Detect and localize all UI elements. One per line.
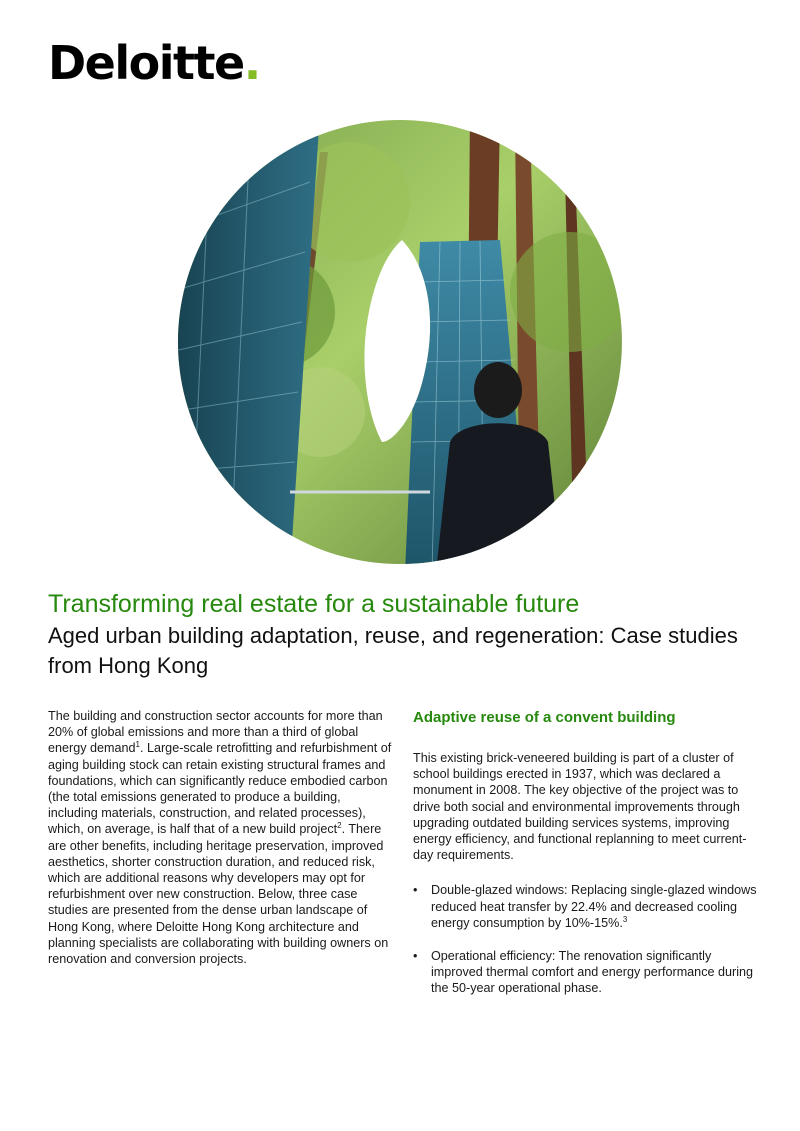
logo-green-dot: . xyxy=(243,36,260,90)
page-subtitle: Aged urban building adaptation, reuse, and regeneration: Case studies from Hong Kong xyxy=(48,623,738,678)
bullet-item xyxy=(413,948,758,997)
footnote-ref-3: 3 xyxy=(622,914,628,924)
intro-text-part-3: . There are other benefits, including heritage preservation, improved aesthetics, shorter construction duration, and reduced risk, which are additional reasons why developers may opt for refurbishment over new construction. Below, three case studies are presented from the dense urban landscape of Hong Kong, where Deloitte Hong Kong architecture and planning specialists are collaborating with building owners on renovation and conversion projects. xyxy=(48,822,389,967)
case-study-bullet-list xyxy=(413,882,758,996)
intro-text-part-1: The building and construction sector accounts for more than 20% of global emissions and more than a third of global energy demand xyxy=(48,709,383,756)
intro-column xyxy=(48,708,393,967)
bullet-text: Operational efficiency: The renovation significantly improved thermal comfort and energy performance during the 50-year operational phase. xyxy=(431,949,753,996)
case-study-column xyxy=(413,708,758,1014)
footnote-ref-2: 2 xyxy=(337,821,342,831)
intro-text-part-2: . Large-scale retrofitting and refurbishment of aging building stock can retain existing structural frames and foundations, which can significantly reduce embodied carbon (the total emissions generated to produce a building, including materials, construction, and related processes), which, on average, is half that of a new build project xyxy=(48,741,392,837)
case-study-intro: This existing brick-veneered building is part of a cluster of school buildings erected in 1937, which was declared a monument in 2008. The key objective of the project was to drive both social and environmental improvements through upgrading outdated building services systems, improving energy efficiency, and functional replanning to meet current-day requirements. xyxy=(413,751,747,863)
logo-wordmark: Deloitte xyxy=(48,36,244,90)
hero-ring-image xyxy=(170,112,630,572)
bullet-text: Double-glazed windows: Replacing single-glazed windows reduced heat transfer by 22.4% and decreased cooling energy consumption by 10%-15%. xyxy=(431,883,757,930)
bullet-item xyxy=(413,882,758,931)
bullet-icon: • xyxy=(413,883,418,898)
footnote-ref-1: 1 xyxy=(135,740,140,750)
page-title: Transforming real estate for a sustainable future xyxy=(48,590,580,618)
case-study-heading: Adaptive reuse of a convent building xyxy=(413,709,676,726)
deloitte-logo xyxy=(48,36,260,90)
bullet-icon: • xyxy=(413,949,418,964)
intro-paragraph xyxy=(48,708,393,967)
